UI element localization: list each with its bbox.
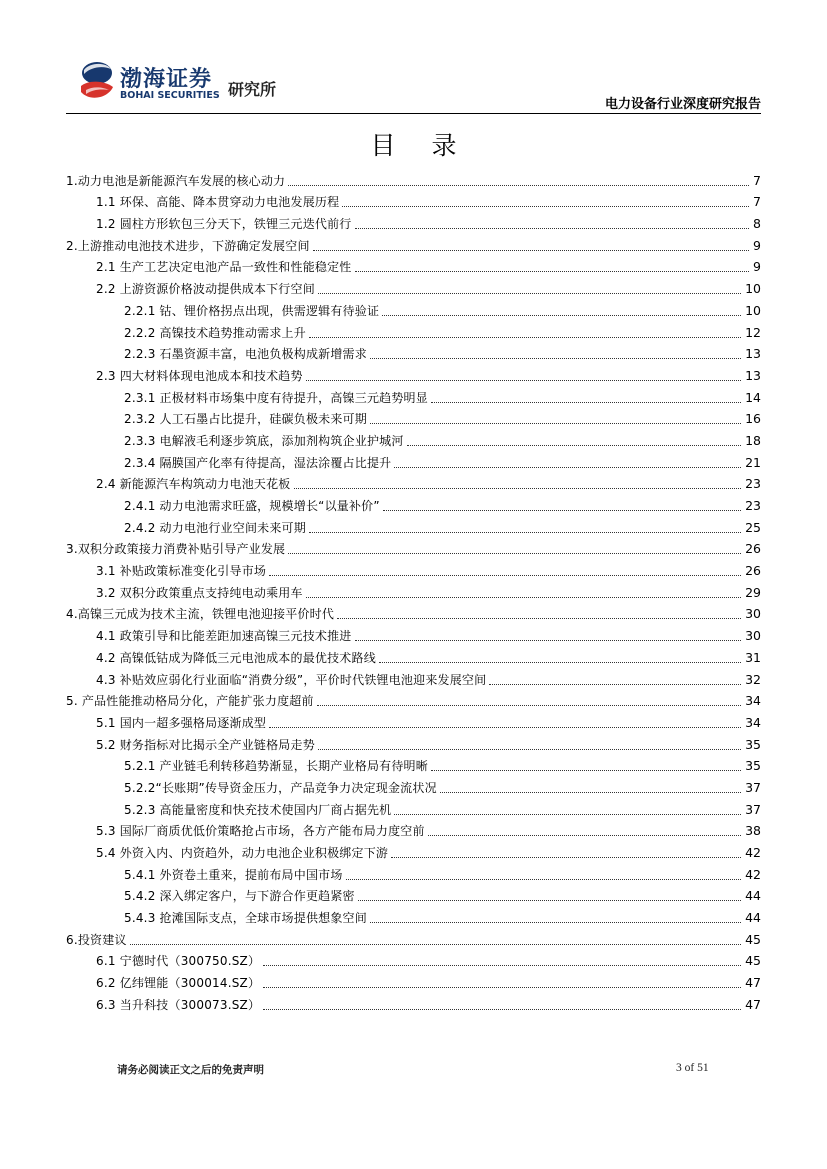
toc-entry-page: 42 bbox=[745, 866, 761, 882]
toc-entry-label: 2.4.2 动力电池行业空间未来可期 bbox=[124, 520, 306, 535]
institute-label: 研究所 bbox=[228, 80, 277, 99]
toc-entry-page: 30 bbox=[745, 628, 761, 644]
toc-dot-leader bbox=[428, 834, 741, 836]
toc-entry-page: 21 bbox=[745, 454, 761, 470]
toc-entry-label: 6.3 当升科技（300073.SZ） bbox=[96, 997, 261, 1012]
toc-dot-leader bbox=[431, 769, 741, 771]
toc-dot-leader bbox=[313, 249, 749, 251]
toc-entry[interactable] bbox=[66, 362, 761, 384]
toc-entry-page: 35 bbox=[745, 758, 761, 774]
toc-dot-leader bbox=[382, 314, 741, 316]
toc-entry-page: 16 bbox=[745, 411, 761, 427]
toc-entry-page: 26 bbox=[745, 541, 761, 557]
toc-entry-page: 38 bbox=[745, 823, 761, 839]
toc-entry[interactable] bbox=[66, 666, 761, 688]
toc-entry-label: 5.1 国内一超多强格局逐渐成型 bbox=[96, 715, 267, 730]
bohai-logo-icon bbox=[78, 60, 116, 104]
toc-entry[interactable] bbox=[66, 449, 761, 471]
toc-entry-page: 9 bbox=[753, 259, 761, 275]
toc-entry[interactable] bbox=[66, 601, 761, 623]
toc-entry-page: 23 bbox=[745, 476, 761, 492]
toc-entry-label: 2.2 上游资源价格波动提供成本下行空间 bbox=[96, 282, 315, 297]
toc-dot-leader bbox=[355, 270, 750, 272]
toc-dot-leader bbox=[431, 401, 741, 403]
toc-entry-label: 5.4 外资入内、内资趋外，动力电池企业积极绑定下游 bbox=[96, 846, 389, 860]
toc-entry[interactable] bbox=[66, 991, 761, 1013]
toc-entry-page: 26 bbox=[745, 563, 761, 579]
toc-entry-label: 2.1 生产工艺决定电池产品一致性和性能稳定性 bbox=[96, 260, 352, 275]
toc-dot-leader bbox=[294, 487, 742, 489]
toc-entry[interactable] bbox=[66, 189, 761, 211]
toc-dot-leader bbox=[391, 856, 741, 858]
toc-dot-leader bbox=[306, 379, 741, 381]
toc-entry-label: 2.4 新能源汽车构筑动力电池天花板 bbox=[96, 477, 291, 492]
toc-entry[interactable] bbox=[66, 579, 761, 601]
toc-entry-label: 5.3 国际厂商质优低价策略抢占市场，各方产能布局力度空前 bbox=[96, 824, 425, 839]
toc-entry-label: 2.2.2 高镍技术趋势推动需求上升 bbox=[124, 325, 306, 340]
toc-entry-page: 30 bbox=[745, 606, 761, 622]
toc-dot-leader bbox=[288, 184, 749, 186]
toc-entry-label: 4.2 高镍低钴成为降低三元电池成本的最优技术路线 bbox=[96, 650, 376, 665]
toc-entry[interactable] bbox=[66, 427, 761, 449]
toc-entry[interactable] bbox=[66, 731, 761, 753]
toc-entry-page: 47 bbox=[745, 996, 761, 1012]
toc-entry[interactable] bbox=[66, 210, 761, 232]
table-of-contents bbox=[66, 167, 761, 1013]
toc-entry-label: 5.2.2“长账期”传导资金压力，产品竞争力决定现金流状况 bbox=[124, 780, 437, 795]
toc-entry-page: 47 bbox=[745, 975, 761, 991]
toc-dot-leader bbox=[370, 921, 741, 923]
toc-entry-page: 45 bbox=[745, 931, 761, 947]
toc-entry-page: 13 bbox=[745, 367, 761, 383]
toc-entry[interactable] bbox=[66, 926, 761, 948]
toc-entry-label: 5.4.1 外资卷土重来，提前布局中国市场 bbox=[124, 867, 343, 882]
bohai-logo bbox=[78, 60, 288, 106]
toc-entry-page: 10 bbox=[745, 281, 761, 297]
toc-entry[interactable] bbox=[66, 254, 761, 276]
toc-entry-label: 6.1 宁德时代（300750.SZ） bbox=[96, 954, 261, 969]
toc-dot-leader bbox=[263, 1008, 741, 1010]
page-indicator: 3 of 51 bbox=[676, 1062, 709, 1074]
toc-dot-leader bbox=[269, 726, 741, 728]
toc-dot-leader bbox=[346, 878, 742, 880]
toc-dot-leader bbox=[337, 617, 741, 619]
toc-dot-leader bbox=[309, 336, 741, 338]
toc-entry-page: 37 bbox=[745, 801, 761, 817]
logo-chinese-name: 渤海证券 bbox=[120, 67, 213, 92]
logo-english-name: BOHAI SECURITIES bbox=[120, 90, 220, 101]
toc-entry-label: 5.4.2 深入绑定客户，与下游合作更趋紧密 bbox=[124, 889, 355, 904]
toc-entry-page: 44 bbox=[745, 888, 761, 904]
toc-dot-leader bbox=[394, 466, 741, 468]
toc-entry[interactable] bbox=[66, 297, 761, 319]
toc-entry[interactable] bbox=[66, 514, 761, 536]
toc-entry-label: 3.1 补贴政策标准变化引导市场 bbox=[96, 564, 267, 579]
toc-entry-label: 4.3 补贴效应弱化行业面临“消费分级”，平价时代铁锂电池迎来发展空间 bbox=[96, 672, 487, 687]
toc-dot-leader bbox=[130, 943, 741, 945]
toc-entry[interactable] bbox=[66, 688, 761, 710]
toc-entry[interactable] bbox=[66, 774, 761, 796]
toc-entry[interactable] bbox=[66, 406, 761, 428]
toc-entry-label: 2.3.2 人工石墨占比提升，硅碳负极未来可期 bbox=[124, 412, 367, 427]
toc-dot-leader bbox=[407, 444, 742, 446]
toc-dot-leader bbox=[269, 574, 741, 576]
toc-entry-page: 12 bbox=[745, 324, 761, 340]
toc-entry-page: 35 bbox=[745, 736, 761, 752]
toc-entry[interactable] bbox=[66, 753, 761, 775]
toc-title: 目 录 bbox=[370, 131, 471, 160]
toc-entry-page: 37 bbox=[745, 779, 761, 795]
toc-entry[interactable] bbox=[66, 883, 761, 905]
toc-entry-label: 5. 产品性能推动格局分化，产能扩张力度超前 bbox=[66, 694, 314, 709]
toc-entry-page: 7 bbox=[753, 172, 761, 188]
toc-dot-leader bbox=[358, 899, 741, 901]
toc-dot-leader bbox=[318, 748, 741, 750]
toc-dot-leader bbox=[309, 531, 741, 533]
toc-entry-label: 4.1 政策引导和比能差距加速高镍三元技术推进 bbox=[96, 629, 352, 644]
toc-entry-label: 2.3 四大材料体现电池成本和技术趋势 bbox=[96, 368, 303, 383]
toc-entry[interactable] bbox=[66, 557, 761, 579]
toc-entry-page: 44 bbox=[745, 910, 761, 926]
toc-entry-page: 7 bbox=[753, 194, 761, 210]
toc-entry[interactable] bbox=[66, 839, 761, 861]
toc-entry[interactable] bbox=[66, 861, 761, 883]
toc-dot-leader bbox=[263, 986, 741, 988]
toc-entry-label: 5.4.3 抢滩国际支点，全球市场提供想象空间 bbox=[124, 911, 367, 926]
toc-entry[interactable] bbox=[66, 492, 761, 514]
toc-entry-label: 6.投资建议 bbox=[66, 932, 127, 947]
toc-entry-label: 2.4.1 动力电池需求旺盛，规模增长“以量补价” bbox=[124, 499, 380, 513]
toc-entry-page: 32 bbox=[745, 671, 761, 687]
toc-entry-page: 31 bbox=[745, 649, 761, 665]
toc-entry-page: 34 bbox=[745, 693, 761, 709]
toc-entry[interactable] bbox=[66, 644, 761, 666]
toc-entry-label: 2.3.4 隔膜国产化率有待提高，湿法涂覆占比提升 bbox=[124, 455, 392, 470]
toc-entry[interactable] bbox=[66, 275, 761, 297]
toc-dot-leader bbox=[383, 509, 741, 511]
report-type-title: 电力设备行业深度研究报告 bbox=[604, 97, 761, 112]
toc-dot-leader bbox=[263, 964, 741, 966]
toc-dot-leader bbox=[355, 227, 750, 229]
toc-entry-label: 3.2 双积分政策重点支持纯电动乘用车 bbox=[96, 585, 303, 600]
toc-entry-page: 25 bbox=[745, 519, 761, 535]
toc-dot-leader bbox=[342, 205, 749, 207]
toc-entry[interactable] bbox=[66, 709, 761, 731]
toc-entry[interactable] bbox=[66, 969, 761, 991]
toc-entry-label: 1.2 圆柱方形软包三分天下，铁锂三元迭代前行 bbox=[96, 217, 352, 232]
toc-dot-leader bbox=[318, 292, 741, 294]
toc-dot-leader bbox=[489, 683, 741, 685]
toc-dot-leader bbox=[440, 791, 741, 793]
toc-entry[interactable] bbox=[66, 622, 761, 644]
toc-entry-page: 8 bbox=[753, 216, 761, 232]
toc-dot-leader bbox=[288, 552, 741, 554]
toc-dot-leader bbox=[317, 704, 741, 706]
toc-entry-label: 3.双积分政策接力消费补贴引导产业发展 bbox=[66, 542, 286, 557]
toc-entry-label: 5.2.1 产业链毛利转移趋势渐显，长期产业格局有待明晰 bbox=[124, 759, 428, 774]
toc-entry[interactable] bbox=[66, 232, 761, 254]
toc-entry[interactable] bbox=[66, 796, 761, 818]
toc-dot-leader bbox=[355, 639, 742, 641]
page-header bbox=[0, 0, 827, 120]
toc-entry[interactable] bbox=[66, 471, 761, 493]
toc-entry[interactable] bbox=[66, 904, 761, 926]
toc-entry-label: 2.2.1 钴、锂价格拐点出现，供需逻辑有待验证 bbox=[124, 303, 380, 318]
toc-entry-label: 2.上游推动电池技术进步，下游确定发展空间 bbox=[66, 238, 310, 253]
toc-entry-label: 5.2.3 高能量密度和快充技术使国内厂商占据先机 bbox=[124, 802, 392, 817]
toc-entry-label: 5.2 财务指标对比揭示全产业链格局走势 bbox=[96, 737, 315, 752]
toc-entry[interactable] bbox=[66, 341, 761, 363]
toc-entry-page: 13 bbox=[745, 346, 761, 362]
toc-dot-leader bbox=[370, 422, 741, 424]
toc-entry-label: 2.3.3 电解液毛利逐步筑底，添加剂构筑企业护城河 bbox=[124, 433, 404, 448]
toc-entry-label: 2.2.3 石墨资源丰富，电池负极构成新增需求 bbox=[124, 347, 367, 362]
toc-dot-leader bbox=[379, 661, 741, 663]
toc-entry-page: 14 bbox=[745, 389, 761, 405]
toc-entry-label: 4.高镍三元成为技术主流，铁锂电池迎接平价时代 bbox=[66, 607, 335, 622]
toc-entry-page: 23 bbox=[745, 498, 761, 513]
toc-entry[interactable] bbox=[66, 384, 761, 406]
toc-dot-leader bbox=[306, 596, 741, 598]
toc-entry[interactable] bbox=[66, 948, 761, 970]
toc-entry-label: 2.3.1 正极材料市场集中度有待提升，高镍三元趋势明显 bbox=[124, 390, 428, 405]
toc-dot-leader bbox=[394, 813, 741, 815]
toc-entry-page: 45 bbox=[745, 953, 761, 969]
toc-entry-page: 34 bbox=[745, 714, 761, 730]
toc-entry-label: 1.动力电池是新能源汽车发展的核心动力 bbox=[66, 173, 286, 188]
toc-entry-label: 6.2 亿纬锂能（300014.SZ） bbox=[96, 976, 261, 991]
toc-entry-page: 42 bbox=[745, 845, 761, 860]
toc-entry-page: 10 bbox=[745, 302, 761, 318]
toc-entry[interactable] bbox=[66, 818, 761, 840]
toc-entry-page: 29 bbox=[745, 584, 761, 600]
toc-dot-leader bbox=[370, 357, 741, 359]
disclaimer-note: 请务必阅读正文之后的免责声明 bbox=[117, 1064, 264, 1076]
toc-entry-page: 18 bbox=[745, 432, 761, 448]
toc-entry[interactable] bbox=[66, 536, 761, 558]
header-divider bbox=[66, 113, 761, 114]
toc-entry-label: 1.1 环保、高能、降本贯穿动力电池发展历程 bbox=[96, 195, 340, 210]
toc-entry[interactable] bbox=[66, 167, 761, 189]
toc-entry-page: 9 bbox=[753, 237, 761, 253]
toc-entry[interactable] bbox=[66, 319, 761, 341]
